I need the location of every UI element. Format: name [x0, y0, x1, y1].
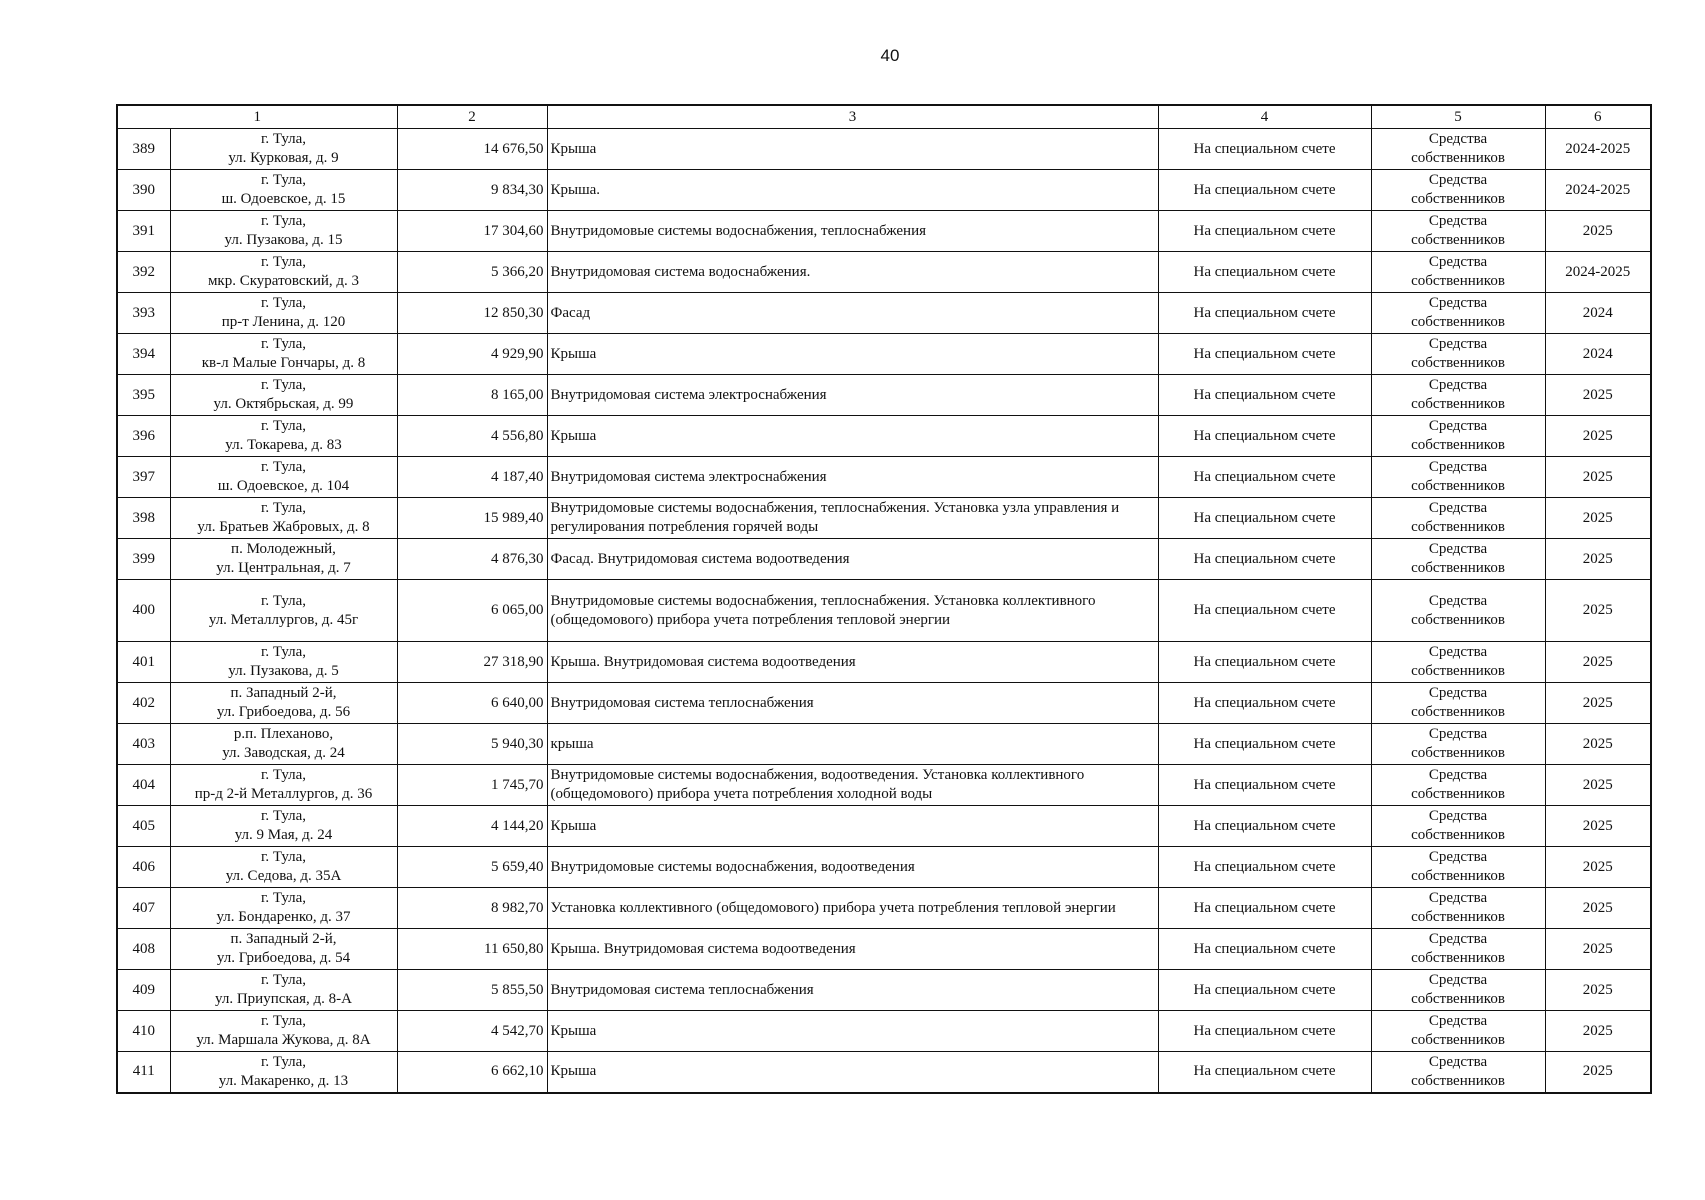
address-locality: г. Тула, [260, 213, 307, 229]
fund-source-line-1: Средства [1428, 1013, 1488, 1029]
address-cell [170, 293, 397, 334]
cost-cell: 5 940,30 [397, 724, 547, 765]
fund-method-cell: На специальном счете [1158, 765, 1371, 806]
period-cell: 2024 [1545, 334, 1651, 375]
period-cell: 2025 [1545, 765, 1651, 806]
fund-source-cell [1371, 129, 1545, 170]
address-locality: г. Тула, [260, 592, 307, 609]
work-type-cell: Внутридомовая система электроснабжения [547, 375, 1158, 416]
address-street: ул. Заводская, д. 24 [222, 745, 345, 761]
table-row [117, 498, 1651, 539]
fund-source-line-2: собственников [1411, 950, 1505, 966]
fund-source-line-2: собственников [1411, 745, 1505, 761]
row-number: 398 [117, 498, 170, 539]
cost-cell: 9 834,30 [397, 170, 547, 211]
table-row [117, 211, 1651, 252]
fund-source-cell [1371, 642, 1545, 683]
fund-source-cell [1371, 724, 1545, 765]
fund-source-cell [1371, 416, 1545, 457]
work-type-cell: Внутридомовая система водоснабжения. [547, 252, 1158, 293]
period-cell: 2025 [1545, 888, 1651, 929]
address-street: ул. Центральная, д. 7 [216, 560, 351, 576]
fund-source-line-2: собственников [1411, 437, 1505, 453]
fund-source-line-1: Средства [1428, 172, 1488, 188]
fund-source-line-2: собственников [1411, 991, 1505, 1007]
fund-source-line-2: собственников [1411, 786, 1505, 802]
period-cell: 2025 [1545, 1052, 1651, 1093]
period-cell: 2025 [1545, 970, 1651, 1011]
fund-source-line-2: собственников [1411, 1032, 1505, 1048]
row-number: 396 [117, 416, 170, 457]
table-row [117, 806, 1651, 847]
fund-source-line-1: Средства [1428, 685, 1488, 701]
fund-method-cell: На специальном счете [1158, 375, 1371, 416]
address-locality: р.п. Плеханово, [233, 726, 334, 742]
period-cell: 2024-2025 [1545, 129, 1651, 170]
fund-source-line-2: собственников [1411, 909, 1505, 925]
row-number: 411 [117, 1052, 170, 1093]
address-street: ул. 9 Мая, д. 24 [234, 827, 333, 843]
fund-method-cell: На специальном счете [1158, 683, 1371, 724]
table-row [117, 1052, 1651, 1093]
row-number: 402 [117, 683, 170, 724]
address-street: ул. Грибоедова, д. 54 [216, 950, 351, 966]
address-cell [170, 806, 397, 847]
header-col-3: 3 [547, 105, 1158, 129]
work-type-cell: Внутридомовые системы водоснабжения, водоотведения. Установка коллективного (общедомового) прибора учета потребления холодной воды [547, 765, 1158, 806]
period-cell: 2025 [1545, 1011, 1651, 1052]
row-number: 409 [117, 970, 170, 1011]
fund-source-cell [1371, 888, 1545, 929]
address-cell [170, 580, 397, 642]
table-row [117, 129, 1651, 170]
address-street: ул. Бондаренко, д. 37 [216, 909, 351, 925]
address-locality: г. Тула, [260, 890, 307, 906]
fund-source-line-1: Средства [1428, 500, 1488, 516]
header-col-5: 5 [1371, 105, 1545, 129]
table-row [117, 252, 1651, 293]
address-street: ул. Октябрьская, д. 99 [213, 396, 354, 412]
cost-cell: 4 876,30 [397, 539, 547, 580]
address-locality: г. Тула, [260, 767, 307, 783]
fund-source-cell [1371, 211, 1545, 252]
address-locality: г. Тула, [260, 377, 307, 393]
period-cell: 2025 [1545, 375, 1651, 416]
fund-method-cell: На специальном счете [1158, 724, 1371, 765]
period-cell: 2025 [1545, 806, 1651, 847]
table-row [117, 416, 1651, 457]
address-street: ул. Металлургов, д. 45г [208, 611, 359, 628]
fund-source-line-1: Средства [1428, 972, 1488, 988]
period-cell: 2025 [1545, 498, 1651, 539]
address-cell [170, 888, 397, 929]
fund-source-cell [1371, 970, 1545, 1011]
repair-program-table [116, 104, 1652, 1094]
address-cell [170, 539, 397, 580]
fund-source-line-2: собственников [1411, 1072, 1505, 1089]
fund-source-cell [1371, 539, 1545, 580]
address-street: ул. Курковая, д. 9 [228, 150, 339, 166]
fund-source-line-2: собственников [1411, 478, 1505, 494]
fund-source-line-1: Средства [1428, 131, 1488, 147]
address-locality: г. Тула, [260, 254, 307, 270]
row-number: 401 [117, 642, 170, 683]
row-number: 408 [117, 929, 170, 970]
fund-source-line-2: собственников [1411, 868, 1505, 884]
address-cell [170, 129, 397, 170]
row-number: 406 [117, 847, 170, 888]
cost-cell: 4 929,90 [397, 334, 547, 375]
fund-source-line-1: Средства [1428, 931, 1488, 947]
fund-source-line-1: Средства [1428, 726, 1488, 742]
work-type-cell: Внутридомовые системы водоснабжения, теплоснабжения. Установка узла управления и регулирования потребления горячей воды [547, 498, 1158, 539]
cost-cell: 6 640,00 [397, 683, 547, 724]
address-street: ул. Маршала Жукова, д. 8А [196, 1032, 371, 1048]
row-number: 393 [117, 293, 170, 334]
work-type-cell: Внутридомовая система электроснабжения [547, 457, 1158, 498]
fund-source-line-1: Средства [1428, 767, 1488, 783]
fund-source-line-1: Средства [1428, 808, 1488, 824]
table-row [117, 1011, 1651, 1052]
fund-source-line-1: Средства [1428, 336, 1488, 352]
address-locality: г. Тула, [260, 644, 307, 660]
fund-source-line-1: Средства [1428, 1053, 1488, 1070]
cost-cell: 6 065,00 [397, 580, 547, 642]
period-cell: 2025 [1545, 580, 1651, 642]
fund-source-line-2: собственников [1411, 396, 1505, 412]
fund-method-cell: На специальном счете [1158, 888, 1371, 929]
fund-method-cell: На специальном счете [1158, 293, 1371, 334]
address-street: ш. Одоевское, д. 104 [217, 478, 350, 494]
address-cell [170, 970, 397, 1011]
fund-method-cell: На специальном счете [1158, 539, 1371, 580]
address-locality: г. Тула, [260, 1053, 307, 1070]
period-cell: 2025 [1545, 416, 1651, 457]
address-locality: г. Тула, [260, 808, 307, 824]
address-locality: г. Тула, [260, 295, 307, 311]
work-type-cell: Фасад [547, 293, 1158, 334]
period-cell: 2025 [1545, 847, 1651, 888]
table-body [117, 129, 1651, 1093]
table-row [117, 170, 1651, 211]
row-number: 400 [117, 580, 170, 642]
fund-method-cell: На специальном счете [1158, 1011, 1371, 1052]
fund-source-line-1: Средства [1428, 849, 1488, 865]
address-cell [170, 765, 397, 806]
address-locality: г. Тула, [260, 131, 307, 147]
work-type-cell: крыша [547, 724, 1158, 765]
table-row [117, 847, 1651, 888]
fund-source-cell [1371, 1011, 1545, 1052]
header-col-1: 1 [117, 105, 397, 129]
work-type-cell: Крыша [547, 1011, 1158, 1052]
fund-method-cell: На специальном счете [1158, 580, 1371, 642]
work-type-cell: Крыша [547, 334, 1158, 375]
fund-source-line-1: Средства [1428, 592, 1488, 609]
period-cell: 2025 [1545, 457, 1651, 498]
fund-source-line-1: Средства [1428, 644, 1488, 660]
address-street: ул. Братьев Жабровых, д. 8 [197, 519, 370, 535]
cost-cell: 4 187,40 [397, 457, 547, 498]
fund-source-line-2: собственников [1411, 663, 1505, 679]
row-number: 399 [117, 539, 170, 580]
header-col-6: 6 [1545, 105, 1651, 129]
address-locality: г. Тула, [260, 172, 307, 188]
fund-source-cell [1371, 929, 1545, 970]
fund-method-cell: На специальном счете [1158, 129, 1371, 170]
address-street: ул. Пузакова, д. 15 [224, 232, 343, 248]
address-locality: г. Тула, [260, 972, 307, 988]
fund-source-line-1: Средства [1428, 890, 1488, 906]
table-row [117, 683, 1651, 724]
cost-cell: 5 659,40 [397, 847, 547, 888]
row-number: 404 [117, 765, 170, 806]
address-street: кв-л Малые Гончары, д. 8 [201, 355, 366, 371]
work-type-cell: Установка коллективного (общедомового) прибора учета потребления тепловой энергии [547, 888, 1158, 929]
address-locality: г. Тула, [260, 459, 307, 475]
address-cell [170, 211, 397, 252]
address-cell [170, 416, 397, 457]
fund-source-line-1: Средства [1428, 418, 1488, 434]
address-street: ул. Приупская, д. 8-А [215, 991, 352, 1007]
period-cell: 2024 [1545, 293, 1651, 334]
period-cell: 2024-2025 [1545, 252, 1651, 293]
address-cell [170, 498, 397, 539]
cost-cell: 6 662,10 [397, 1052, 547, 1093]
work-type-cell: Крыша. Внутридомовая система водоотведения [547, 929, 1158, 970]
period-cell: 2025 [1545, 211, 1651, 252]
fund-source-line-2: собственников [1411, 519, 1505, 535]
cost-cell: 12 850,30 [397, 293, 547, 334]
address-street: пр-т Ленина, д. 120 [221, 314, 346, 330]
fund-method-cell: На специальном счете [1158, 457, 1371, 498]
address-locality: г. Тула, [260, 418, 307, 434]
fund-method-cell: На специальном счете [1158, 211, 1371, 252]
row-number: 403 [117, 724, 170, 765]
period-cell: 2025 [1545, 539, 1651, 580]
period-cell: 2025 [1545, 724, 1651, 765]
work-type-cell: Внутридомовая система теплоснабжения [547, 970, 1158, 1011]
address-street: ул. Грибоедова, д. 56 [216, 704, 351, 720]
table-header [117, 105, 1651, 129]
period-cell: 2025 [1545, 683, 1651, 724]
cost-cell: 4 144,20 [397, 806, 547, 847]
address-street: пр-д 2-й Металлургов, д. 36 [194, 786, 373, 802]
fund-source-line-1: Средства [1428, 377, 1488, 393]
row-number: 395 [117, 375, 170, 416]
fund-source-line-2: собственников [1411, 191, 1505, 207]
period-cell: 2024-2025 [1545, 170, 1651, 211]
fund-source-cell [1371, 847, 1545, 888]
fund-source-cell [1371, 498, 1545, 539]
address-cell [170, 724, 397, 765]
fund-source-line-2: собственников [1411, 827, 1505, 843]
work-type-cell: Внутридомовые системы водоснабжения, теплоснабжения [547, 211, 1158, 252]
table-row [117, 375, 1651, 416]
fund-method-cell: На специальном счете [1158, 929, 1371, 970]
fund-source-line-1: Средства [1428, 254, 1488, 270]
cost-cell: 15 989,40 [397, 498, 547, 539]
fund-source-line-2: собственников [1411, 560, 1505, 576]
fund-method-cell: На специальном счете [1158, 642, 1371, 683]
table-row [117, 765, 1651, 806]
cost-cell: 4 542,70 [397, 1011, 547, 1052]
fund-source-line-2: собственников [1411, 314, 1505, 330]
work-type-cell: Внутридомовые системы водоснабжения, теплоснабжения. Установка коллективного (общедомового) прибора учета потребления тепловой энергии [547, 580, 1158, 642]
work-type-cell: Внутридомовые системы водоснабжения, водоотведения [547, 847, 1158, 888]
work-type-cell: Внутридомовая система теплоснабжения [547, 683, 1158, 724]
row-number: 405 [117, 806, 170, 847]
cost-cell: 17 304,60 [397, 211, 547, 252]
fund-method-cell: На специальном счете [1158, 806, 1371, 847]
fund-source-line-1: Средства [1428, 295, 1488, 311]
fund-source-cell [1371, 170, 1545, 211]
fund-source-cell [1371, 806, 1545, 847]
row-number: 397 [117, 457, 170, 498]
fund-source-cell [1371, 252, 1545, 293]
row-number: 391 [117, 211, 170, 252]
fund-source-cell [1371, 580, 1545, 642]
cost-cell: 1 745,70 [397, 765, 547, 806]
fund-source-line-2: собственников [1411, 704, 1505, 720]
work-type-cell: Крыша [547, 806, 1158, 847]
header-row [117, 105, 1651, 129]
address-locality: г. Тула, [260, 336, 307, 352]
work-type-cell: Крыша. [547, 170, 1158, 211]
fund-source-line-2: собственников [1411, 355, 1505, 371]
fund-source-line-1: Средства [1428, 459, 1488, 475]
address-locality: п. Молодежный, [231, 541, 336, 557]
row-number: 407 [117, 888, 170, 929]
cost-cell: 27 318,90 [397, 642, 547, 683]
cost-cell: 8 982,70 [397, 888, 547, 929]
address-locality: п. Западный 2-й, [230, 685, 337, 701]
address-street: ул. Токарева, д. 83 [225, 437, 342, 453]
header-col-2: 2 [397, 105, 547, 129]
fund-source-line-1: Средства [1428, 541, 1488, 557]
address-locality: г. Тула, [260, 500, 307, 516]
address-cell [170, 683, 397, 724]
address-cell [170, 847, 397, 888]
address-locality: г. Тула, [260, 1013, 307, 1029]
row-number: 410 [117, 1011, 170, 1052]
table-row [117, 457, 1651, 498]
fund-source-cell [1371, 375, 1545, 416]
fund-source-line-2: собственников [1411, 273, 1505, 289]
period-cell: 2025 [1545, 929, 1651, 970]
cost-cell: 5 855,50 [397, 970, 547, 1011]
fund-source-cell [1371, 334, 1545, 375]
fund-source-line-2: собственников [1411, 150, 1505, 166]
row-number: 394 [117, 334, 170, 375]
fund-source-cell [1371, 293, 1545, 334]
work-type-cell: Фасад. Внутридомовая система водоотведения [547, 539, 1158, 580]
address-street: ш. Одоевское, д. 15 [221, 191, 346, 207]
table-row [117, 580, 1651, 642]
table-row [117, 334, 1651, 375]
address-street: ул. Макаренко, д. 13 [218, 1072, 349, 1089]
fund-method-cell: На специальном счете [1158, 847, 1371, 888]
address-street: ул. Пузакова, д. 5 [228, 663, 339, 679]
work-type-cell: Крыша [547, 1052, 1158, 1093]
cost-cell: 4 556,80 [397, 416, 547, 457]
address-cell [170, 170, 397, 211]
page-number: 40 [880, 46, 900, 65]
address-street: ул. Седова, д. 35А [225, 868, 342, 884]
cost-cell: 8 165,00 [397, 375, 547, 416]
address-cell [170, 929, 397, 970]
fund-source-cell [1371, 765, 1545, 806]
fund-method-cell: На специальном счете [1158, 170, 1371, 211]
table-row [117, 970, 1651, 1011]
fund-source-cell [1371, 1052, 1545, 1093]
address-street: мкр. Скуратовский, д. 3 [207, 273, 360, 289]
address-cell [170, 1011, 397, 1052]
fund-method-cell: На специальном счете [1158, 970, 1371, 1011]
table-row [117, 724, 1651, 765]
fund-source-line-1: Средства [1428, 213, 1488, 229]
address-cell [170, 252, 397, 293]
address-cell [170, 334, 397, 375]
cost-cell: 5 366,20 [397, 252, 547, 293]
row-number: 392 [117, 252, 170, 293]
table-row [117, 642, 1651, 683]
row-number: 390 [117, 170, 170, 211]
table-row [117, 293, 1651, 334]
table-row [117, 539, 1651, 580]
address-cell [170, 1052, 397, 1093]
work-type-cell: Крыша. Внутридомовая система водоотведения [547, 642, 1158, 683]
fund-method-cell: На специальном счете [1158, 1052, 1371, 1093]
fund-method-cell: На специальном счете [1158, 416, 1371, 457]
fund-source-line-2: собственников [1411, 232, 1505, 248]
address-cell [170, 375, 397, 416]
address-locality: г. Тула, [260, 849, 307, 865]
fund-source-cell [1371, 457, 1545, 498]
table-row [117, 888, 1651, 929]
fund-method-cell: На специальном счете [1158, 252, 1371, 293]
table-row [117, 929, 1651, 970]
cost-cell: 11 650,80 [397, 929, 547, 970]
row-number: 389 [117, 129, 170, 170]
address-cell [170, 642, 397, 683]
work-type-cell: Крыша [547, 416, 1158, 457]
header-col-4: 4 [1158, 105, 1371, 129]
work-type-cell: Крыша [547, 129, 1158, 170]
address-locality: п. Западный 2-й, [230, 931, 337, 947]
cost-cell: 14 676,50 [397, 129, 547, 170]
fund-source-line-2: собственников [1411, 611, 1505, 628]
fund-source-cell [1371, 683, 1545, 724]
fund-method-cell: На специальном счете [1158, 498, 1371, 539]
fund-method-cell: На специальном счете [1158, 334, 1371, 375]
period-cell: 2025 [1545, 642, 1651, 683]
address-cell [170, 457, 397, 498]
